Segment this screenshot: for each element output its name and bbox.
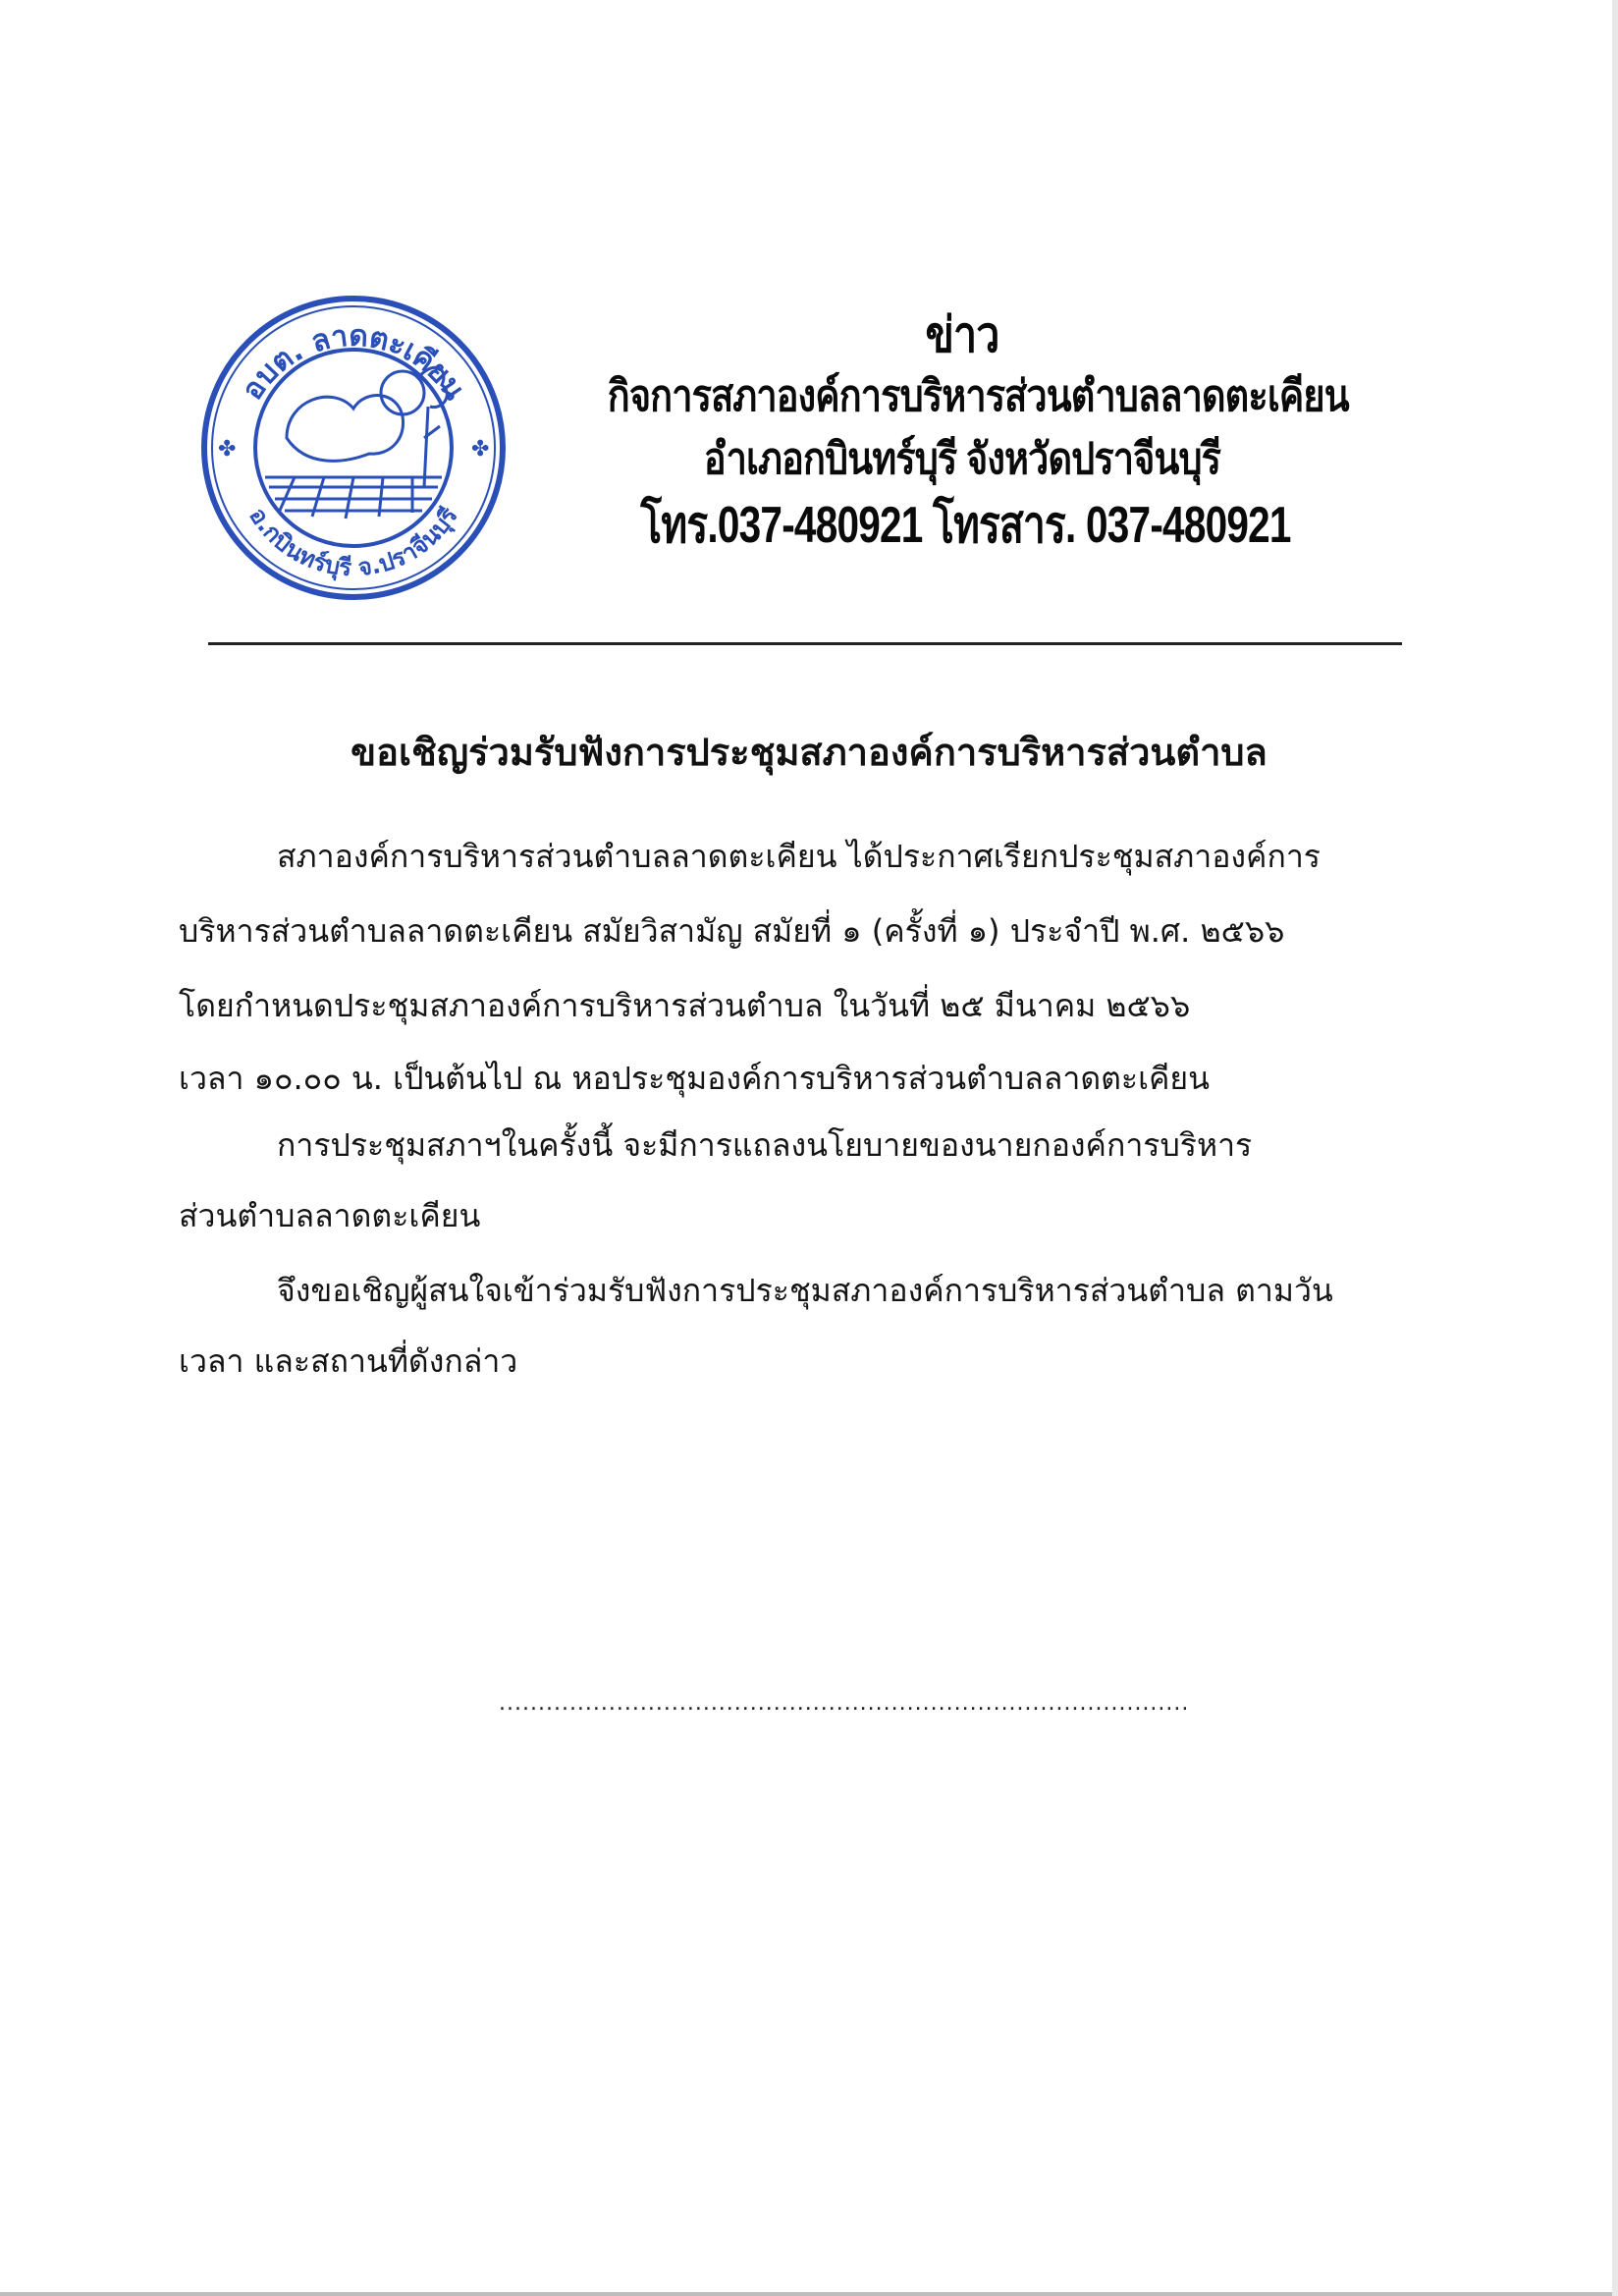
- phone-fax: โทร.037-480921 โทรสาร. 037-480921: [640, 497, 1291, 554]
- seal-emblem-icon: [196, 291, 511, 605]
- body-line: จึงขอเชิญผู้สนใจเข้าร่วมรับฟังการประชุมสภาองค์การบริหารส่วนตำบล ตามวัน: [277, 1272, 1333, 1309]
- body-line: โดยกำหนดประชุมสภาองค์การบริหารส่วนตำบล ในวันที่ ๒๕ มีนาคม ๒๕๖๖: [179, 987, 1191, 1024]
- organization-name: กิจการสภาองค์การบริหารส่วนตำบลลาดตะเคียน: [607, 372, 1349, 420]
- letterhead: [550, 304, 1375, 560]
- body-line: สภาองค์การบริหารส่วนตำบลลาดตะเคียน ได้ประกาศเรียกประชุมสภาองค์การ: [277, 838, 1321, 875]
- news-title: ข่าว: [925, 307, 999, 362]
- header-divider: [208, 642, 1402, 645]
- district-province: อำเภอกบินทร์บุรี จังหวัดปราจีนบุรี: [703, 435, 1221, 483]
- body-line: บริหารส่วนตำบลลาดตะเคียน สมัยวิสามัญ สมัยที่ ๑ (ครั้งที่ ๑) ประจำปี พ.ศ. ๒๕๖๖: [179, 912, 1285, 950]
- svg-text:✤: ✤: [471, 437, 490, 462]
- seal-logo: [196, 291, 511, 605]
- svg-text:✤: ✤: [218, 437, 237, 462]
- document-heading: ขอเชิญร่วมรับฟังการประชุมสภาองค์การบริหารส่วนตำบล: [351, 731, 1267, 774]
- body-line: ส่วนตำบลลาดตะเคียน: [179, 1197, 481, 1234]
- svg-text:อ.กบินทร์บุรี จ.ปราจีนบุรี: [243, 503, 462, 582]
- body-line: เวลา และสถานที่ดังกล่าว: [179, 1342, 518, 1380]
- signature-line: ........................................................................................: [499, 1691, 1190, 1716]
- seal-bottom-text: อ.กบินทร์บุรี จ.ปราจีนบุรี: [243, 502, 463, 582]
- seal-top-text: อบต. ลาดตะเคียน: [235, 318, 472, 407]
- body-line: เวลา ๑๐.๐๐ น. เป็นต้นไป ณ หอประชุมองค์การบริหารส่วนตำบลลาดตะเคียน: [179, 1060, 1211, 1097]
- body-line: การประชุมสภาฯในครั้งนี้ จะมีการแถลงนโยบายของนายกองค์การบริหาร: [277, 1126, 1253, 1164]
